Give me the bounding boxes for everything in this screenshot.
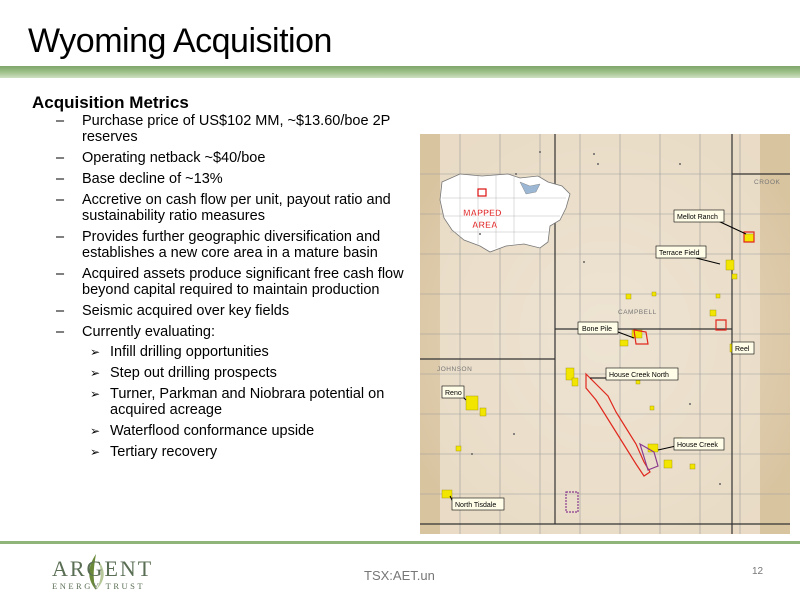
bullet-text: Currently evaluating: — [82, 324, 215, 340]
company-name: ARGENT — [52, 556, 154, 581]
bullet-text: Purchase price of US$102 MM, ~$13.60/boe 2P reserves — [82, 113, 391, 145]
bullet-dash: – — [56, 266, 65, 282]
list-item — [56, 192, 416, 224]
field-label-text: Mellot Ranch — [677, 214, 718, 221]
list-item — [56, 266, 416, 298]
field-label-text: House Creek North — [609, 372, 669, 379]
field-label-bone-pile — [578, 322, 618, 334]
bullet-text: Accretive on cash flow per unit, payout ratio and sustainability ratio measures — [82, 192, 391, 224]
field-label-text: North Tisdale — [455, 502, 497, 509]
bullet-dash: – — [56, 192, 65, 208]
map-svg — [420, 134, 790, 534]
bullet-text: Provides further geographic diversification and establishes a new core area in a mature basin — [82, 229, 381, 261]
company-subtitle: ENERGY TRUST — [52, 581, 146, 591]
field-label-terrace-field — [656, 246, 706, 258]
field-label-reel — [732, 342, 754, 354]
field-label-reno — [442, 386, 464, 398]
arrow-bullet-icon: ➢ — [90, 445, 101, 459]
wyoming-field-map — [420, 134, 790, 534]
list-item — [56, 324, 416, 460]
list-item — [56, 303, 416, 319]
bullet-dash: – — [56, 324, 65, 340]
mapped-label-line2: AREA — [472, 220, 498, 230]
field-label-text: Terrace Field — [659, 250, 700, 257]
bullet-text: Seismic acquired over key fields — [82, 303, 290, 319]
list-item — [56, 171, 416, 187]
bullet-dash: – — [56, 229, 65, 245]
bullet-dash: – — [56, 150, 65, 166]
company-logo-text — [52, 558, 153, 591]
page-number: 12 — [752, 566, 764, 577]
bullet-dash: – — [56, 171, 65, 187]
arrow-bullet-icon: ➢ — [90, 345, 101, 359]
list-item — [56, 229, 416, 261]
field-label-text: House Creek — [677, 442, 718, 449]
bullet-dash: – — [56, 303, 65, 319]
footer-rule — [0, 541, 800, 544]
field-label-text: Reel — [735, 346, 750, 353]
sub-list-item — [82, 386, 416, 418]
bullet-text: Acquired assets produce significant free cash flow beyond capital required to maintain production — [82, 266, 404, 298]
sub-list-item — [82, 365, 416, 381]
section-heading: Acquisition Metrics — [32, 93, 189, 112]
ticker-symbol: TSX:AET.un — [364, 568, 435, 583]
field-label-house-creek — [674, 438, 724, 450]
bullet-text: Operating netback ~$40/boe — [82, 150, 266, 166]
sub-bullet-text: Tertiary recovery — [110, 444, 218, 460]
sub-list-item — [82, 423, 416, 439]
bullet-dash: – — [56, 113, 65, 129]
field-label-north-tisdale — [452, 498, 504, 510]
sub-bullet-text: Infill drilling opportunities — [110, 344, 269, 360]
title-underline-bar — [0, 66, 800, 78]
county-label-campbell: CAMPBELL — [618, 309, 657, 316]
bullet-text: Base decline of ~13% — [82, 171, 223, 187]
field-label-house-creek-north — [606, 368, 678, 380]
sub-bullet-text: Step out drilling prospects — [110, 365, 277, 381]
arrow-bullet-icon: ➢ — [90, 366, 101, 380]
field-label-mellot-ranch — [674, 210, 724, 222]
list-item — [56, 113, 416, 145]
sub-list-item — [82, 444, 416, 460]
sub-bullet-text: Turner, Parkman and Niobrara potential on acquired acreage — [110, 386, 385, 418]
county-label-johnson: JOHNSON — [437, 366, 473, 373]
evaluating-sublist — [82, 344, 416, 460]
list-item — [56, 150, 416, 166]
field-label-text: Reno — [445, 390, 462, 397]
slide-title: Wyoming Acquisition — [28, 22, 332, 60]
field-label-text: Bone Pile — [582, 326, 612, 333]
sub-list-item — [82, 344, 416, 360]
mapped-label-line1: MAPPED — [463, 208, 502, 218]
arrow-bullet-icon: ➢ — [90, 424, 101, 438]
sub-bullet-text: Waterflood conformance upside — [110, 423, 315, 439]
arrow-bullet-icon: ➢ — [90, 387, 101, 401]
county-label-crook: CROOK — [754, 179, 781, 186]
metrics-list — [56, 113, 416, 465]
